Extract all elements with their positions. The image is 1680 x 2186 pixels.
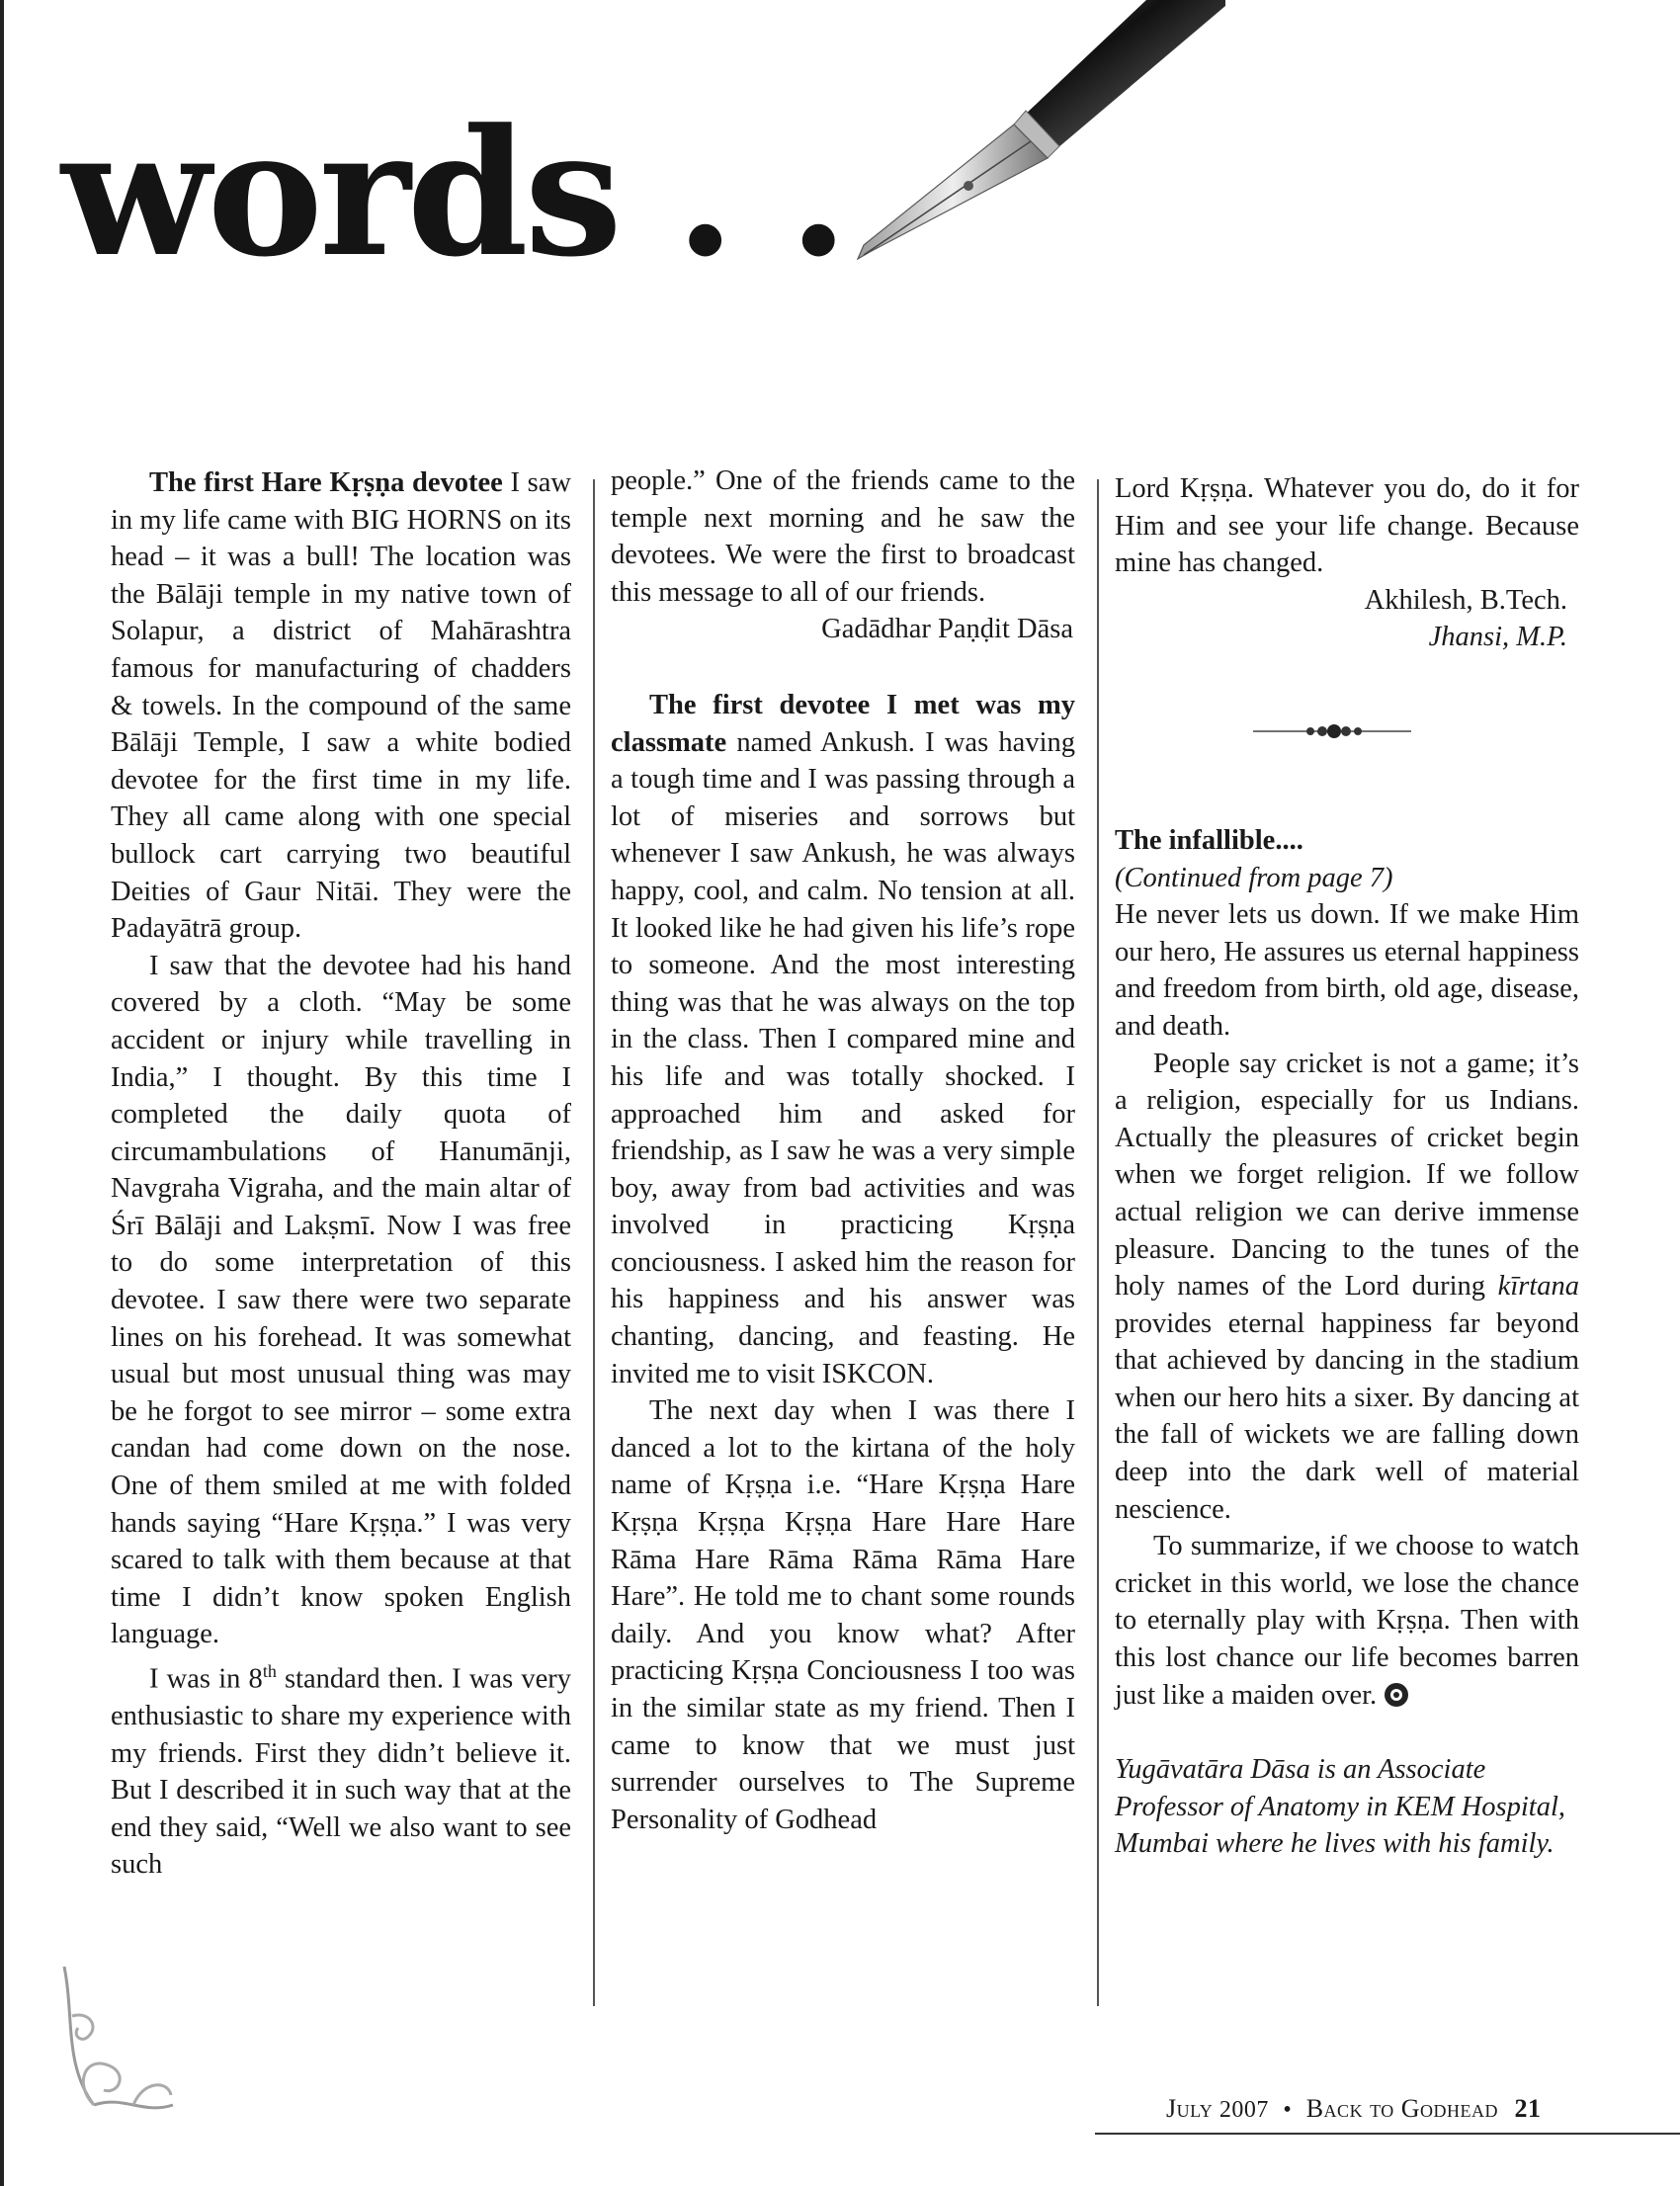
continued-note: (Continued from page 7) (1115, 862, 1393, 893)
paragraph-text: People say cricket is not a game; it’s a religion, especially for us Indians. Actually the pleasures of cricket begin when we forget religion. If we follow actual religion we can derive immense pleasure. Dancing to the tunes of the holy names of the Lord during (1115, 1048, 1579, 1303)
article-column-2 (611, 462, 1075, 1838)
superscript: th (262, 1661, 277, 1681)
paragraph (1115, 1046, 1579, 1529)
article-column-3 (1115, 470, 1579, 1863)
paragraph: The next day when I was there I danced a lot to the kirtana of the holy name of Kṛṣṇa i.e. “Hare Kṛṣṇa Hare Kṛṣṇa Kṛṣṇa Kṛṣṇa Hare Hare Hare Rāma Hare Rāma Rāma Rāma Hare Hare”. He told me to chant some rounds daily. And you know what? After practicing Kṛṣṇa Conciousness I too was in the similar state as my friend. Then I came to know that we must just surrender ourselves to The Supreme Personality of Godhead (611, 1395, 1075, 1835)
column-divider (593, 479, 595, 2006)
paragraph (1115, 1528, 1579, 1714)
divider-ornament-icon (1253, 721, 1411, 741)
decorative-scroll-icon (54, 1957, 222, 2125)
paragraph-text: named Ankush. I was having a tough time and I was passing through a lot of miseries and sorrows but whenever I saw Ankush, he was always happy, cool, and calm. No tension at all. It looked like he had given his life’s rope to someone. And the most interesting thing was that he was always on the top in the class. Then I compared mine and his life and was totally shocked. I approached him and asked for friendship, as I saw he was a very simple boy, away from bad activities and was involved in practicing Kṛṣṇa conciousness. I asked him the reason for his happiness and his answer was chanting, dancing, and feasting. He invited me to visit ISKCON. (611, 726, 1075, 1389)
paragraph-text: provides eternal happiness far beyond that achieved by dancing in the stadium when our hero hits a sixer. By dancing at the fall of wickets we are falling down deep into the dark well of material nescience. (1115, 1307, 1579, 1525)
paragraph-text: I saw in my life came with BIG HORNS on its head – it was a bull! The location was the Bālāji temple in my native town of Solapur, a district of Mahārashtra famous for manufacturing of chadders & towels. In the compound of the same Bālāji Temple, I saw a white bodied devotee for the first time in my life. They all came along with one special bullock cart carrying two beautiful Deities of Gaur Nitāi. They were the Padayātrā group. (111, 467, 571, 945)
footer-month: July (1166, 2094, 1214, 2123)
footer-year: 2007 (1218, 2097, 1269, 2123)
footer-bullet: • (1283, 2097, 1293, 2123)
paragraph (111, 464, 571, 948)
paragraph-text: To summarize, if we choose to watch cricket in this world, we lose the chance to eternally play with Kṛṣṇa. Then with this lost chance our life becomes barren just like a maiden over. (1115, 1531, 1579, 1711)
page-title: words . . (61, 91, 845, 295)
paragraph (611, 687, 1075, 1392)
paragraph: I saw that the devotee had his hand covered by a cloth. “May be some accident or injury while travelling in India,” I thought. By this time I completed the daily quota of circumambulations of Hanumānji, Navgraha Vigraha, and the main altar of Śrī Bālāji and Lakṣmī. Now I was free to do some interpretation of this devotee. I saw there were two separate lines on his forehead. It was somewhat usual but most unusual thing was may be he forgot to see mirror – some extra candan had come down on the nose. One of them smiled at me with folded hands saying “Hare Kṛṣṇa.” I was very scared to talk with them because at that time I didn’t know spoken English language. (111, 950, 571, 1650)
end-mark-icon (1384, 1682, 1409, 1708)
section-heading: The infallible.... (1115, 824, 1303, 856)
page-footer (1166, 2094, 1542, 2124)
paragraph (111, 1653, 571, 1884)
paragraph-lead: The first Hare Kṛṣṇa devotee (149, 467, 503, 498)
footer-magazine: Back to Godhead (1305, 2094, 1498, 2123)
footer-rule (1095, 2133, 1680, 2135)
article-column-1 (111, 464, 571, 1884)
signature-name: Akhilesh, B.Tech. (1364, 584, 1567, 616)
paragraph-text: standard then. I was very enthusiastic to share my experience with my friends. First they didn’t believe it. But I described it in such way that at the end they said, “Well we also want to see such (111, 1663, 571, 1881)
paragraph-text: I was in 8 (149, 1663, 263, 1695)
paragraph: Lord Kṛṣṇa. Whatever you do, do it for Him and see your life change. Because mine has changed. (1115, 473, 1579, 579)
page-left-border (0, 0, 4, 2186)
paragraph: He never lets us down. If we make Him our hero, He assures us eternal happiness and freedom from birth, old age, disease, and death. (1115, 899, 1579, 1042)
signature-place: Jhansi, M.P. (1428, 622, 1567, 653)
column-divider (1097, 479, 1099, 2006)
signature: Gadādhar Paṇḍit Dāsa (821, 614, 1073, 645)
paragraph: people.” One of the friends came to the temple next morning and he saw the devotees. We were the first to broadcast this message to all of our friends. (611, 465, 1075, 608)
fountain-pen-icon (850, 0, 1225, 267)
page-number: 21 (1514, 2094, 1542, 2123)
paragraph-italic: kīrtana (1497, 1271, 1579, 1303)
paragraph-lead: The first devotee I met was my classmate (611, 689, 1075, 758)
author-bio: Yugāvatāra Dāsa is an Associate Professor of Anatomy in KEM Hospital, Mumbai where he lives with his family. (1115, 1754, 1565, 1860)
